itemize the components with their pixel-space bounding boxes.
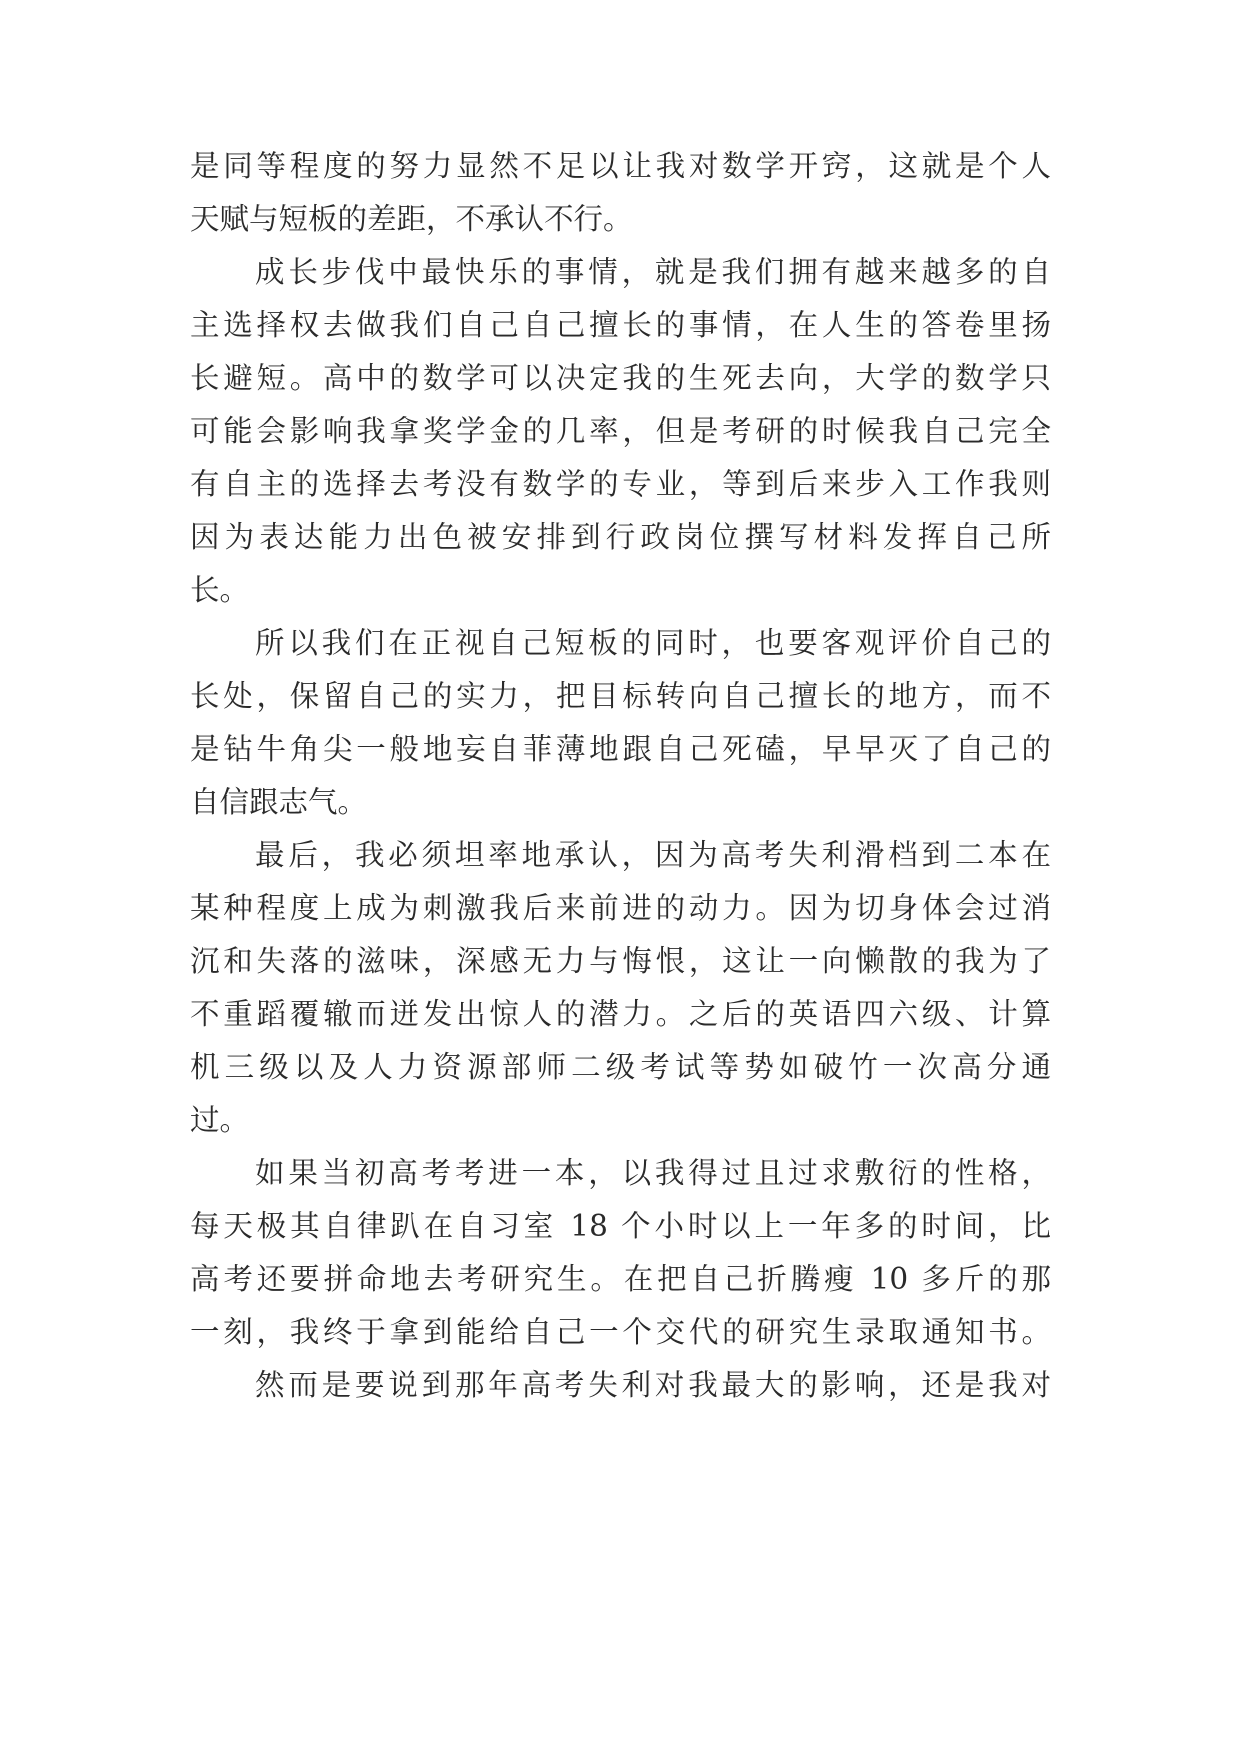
text-line: 是钻牛角尖一般地妄自菲薄地跟自己死磕，早早灭了自己的 — [190, 732, 1051, 766]
paragraph-first-line: 成长步伐中最快乐的事情，就是我们拥有越来越多的自 — [255, 255, 1051, 289]
text-line: 可能会影响我拿奖学金的几率，但是考研的时候我自己完全 — [190, 414, 1051, 448]
text-line: 是同等程度的努力显然不足以让我对数学开窍，这就是个人 — [190, 149, 1051, 183]
text-line: 长避短。高中的数学可以决定我的生死去向，大学的数学只 — [190, 361, 1051, 395]
text-line: 天赋与短板的差距，不承认不行。 — [190, 202, 633, 236]
paragraph-first-line: 所以我们在正视自己短板的同时，也要客观评价自己的 — [255, 626, 1051, 660]
paragraph-first-line: 然而是要说到那年高考失利对我最大的影响，还是我对 — [255, 1368, 1051, 1402]
text-line: 某种程度上成为刺激我后来前进的动力。因为切身体会过消 — [190, 891, 1051, 925]
text-line: 有自主的选择去考没有数学的专业，等到后来步入工作我则 — [190, 467, 1051, 501]
text-line: 不重蹈覆辙而迸发出惊人的潜力。之后的英语四六级、计算 — [190, 997, 1051, 1031]
text-line: 长处，保留自己的实力，把目标转向自己擅长的地方，而不 — [190, 679, 1051, 713]
text-line: 一刻，我终于拿到能给自己一个交代的研究生录取通知书。 — [190, 1315, 1051, 1349]
text-line: 沉和失落的滋味，深感无力与悔恨，这让一向懒散的我为了 — [190, 944, 1051, 978]
paragraph-first-line: 最后，我必须坦率地承认，因为高考失利滑档到二本在 — [255, 838, 1051, 872]
paragraph-first-line: 如果当初高考考进一本，以我得过且过求敷衍的性格， — [255, 1156, 1051, 1190]
text-line: 主选择权去做我们自己自己擅长的事情，在人生的答卷里扬 — [190, 308, 1051, 342]
text-line: 长。 — [190, 573, 250, 607]
text-line: 高考还要拼命地去考研究生。在把自己折腾瘦 10 多斤的那 — [190, 1262, 1051, 1296]
text-line: 机三级以及人力资源部师二级考试等势如破竹一次高分通 — [190, 1050, 1051, 1084]
text-line: 自信跟志气。 — [190, 785, 368, 819]
text-line: 过。 — [190, 1103, 250, 1137]
text-line: 因为表达能力出色被安排到行政岗位撰写材料发挥自己所 — [190, 520, 1051, 554]
text-line: 每天极其自律趴在自习室 18 个小时以上一年多的时间，比 — [190, 1209, 1051, 1243]
